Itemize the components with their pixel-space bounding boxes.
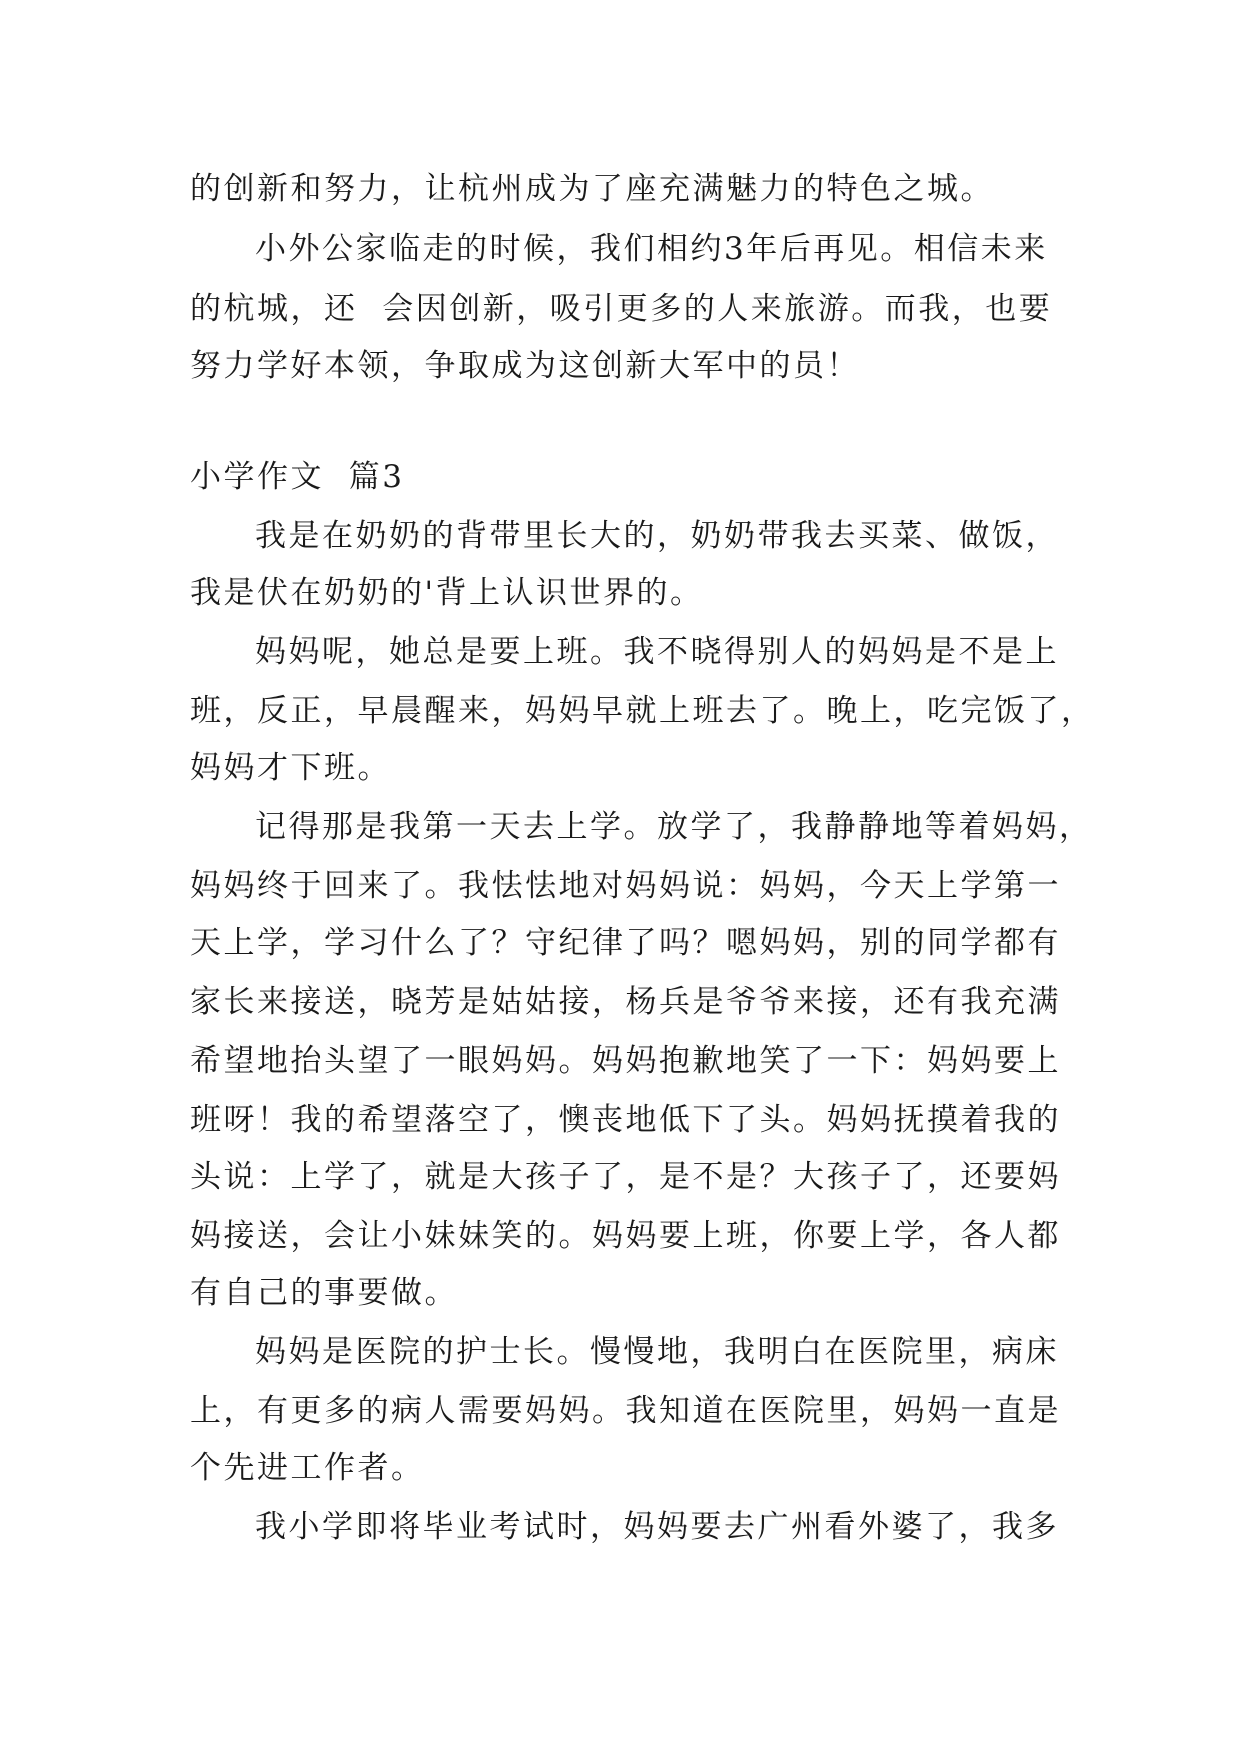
paragraph-start-line: 记得那是我第一天去上学。放学了，我静静地等着妈妈，	[255, 809, 1093, 845]
text-line: 上，有更多的病人需要妈妈。我知道在医院里，妈妈一直是	[190, 1393, 1061, 1429]
text-line: 天上学，学习什么了？守纪律了吗？嗯妈妈，别的同学都有	[190, 925, 1061, 961]
paragraph-start-line: 小外公家临走的时候，我们相约3年后再见。相信未来	[255, 231, 1048, 267]
paragraph-start-line: 妈妈是医院的护士长。慢慢地，我明白在医院里，病床	[255, 1334, 1059, 1370]
text-line: 家长来接送，晓芳是姑姑接，杨兵是爷爷来接，还有我充满	[190, 984, 1061, 1020]
paragraph-start-line: 我是在奶奶的背带里长大的，奶奶带我去买菜、做饭，	[255, 518, 1059, 554]
text-line: 个先进工作者。	[190, 1450, 425, 1486]
text-line: 有自己的事要做。	[190, 1275, 458, 1311]
text-line: 班，反正，早晨醒来，妈妈早就上班去了。晚上，吃完饭了，	[190, 693, 1095, 729]
paragraph-start-line: 妈妈呢，她总是要上班。我不晓得别人的妈妈是不是上	[255, 634, 1059, 670]
text-line: 妈妈终于回来了。我怯怯地对妈妈说：妈妈，今天上学第一	[190, 868, 1061, 904]
text-line: 的创新和努力，让杭州成为了座充满魅力的特色之城。	[190, 171, 994, 207]
text-line: 的杭城，还 会因创新，吸引更多的人来旅游。而我，也要	[190, 291, 1053, 327]
text-line: 班呀！我的希望落空了，懊丧地低下了头。妈妈抚摸着我的	[190, 1102, 1061, 1138]
text-line: 希望地抬头望了一眼妈妈。妈妈抱歉地笑了一下：妈妈要上	[190, 1043, 1061, 1079]
text-line: 头说：上学了，就是大孩子了，是不是？大孩子了，还要妈	[190, 1159, 1061, 1195]
text-line: 我是伏在奶奶的'背上认识世界的。	[190, 575, 704, 611]
text-line: 努力学好本领，争取成为这创新大军中的员！	[190, 348, 860, 384]
paragraph-start-line: 我小学即将毕业考试时，妈妈要去广州看外婆了，我多	[255, 1509, 1059, 1545]
text-line: 妈接送，会让小妹妹笑的。妈妈要上班，你要上学，各人都	[190, 1218, 1061, 1254]
text-line: 妈妈才下班。	[190, 750, 391, 786]
section-heading: 小学作文 篇3	[190, 459, 405, 495]
